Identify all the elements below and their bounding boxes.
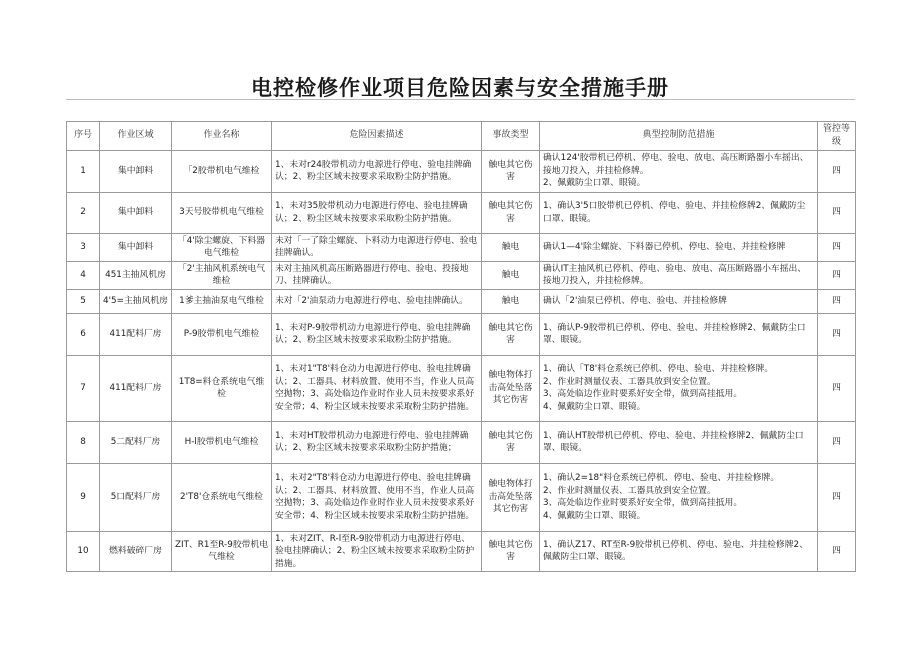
cell-measures: 确认1—4'除尘螺旋、下料器已停机、停电、验电、并挂检修牌 (540, 233, 818, 261)
table-row (67, 150, 856, 192)
cell-level: 四 (818, 463, 856, 531)
cell-seq: 6 (67, 313, 100, 355)
table-row (67, 313, 856, 355)
cell-level: 四 (818, 531, 856, 571)
cell-area: 4'5=主抽风机房 (100, 289, 172, 313)
cell-hazard: 1、未对ZIT、R-l至R-9胶带机动力电源进行停电、验电挂牌确认；2、粉尘区域未按要求采取粉尘防护措施。 (272, 531, 482, 571)
cell-hazard: 未对主抽风机高压断路器进行停电、验电、投接地刀、挂牌确认。 (272, 261, 482, 289)
cell-type: 触电其它伤害 (482, 150, 540, 192)
cell-hazard: 1、未对1"T8'料仓动力电源进行停电、验电挂牌确认；2、工器具、材料放置、使用不当，作业人员高空抛物；3、高处临边作业时作业人员未按要求系好安全带；4、粉尘区域未按要求采取粉尘防护措施。 (272, 355, 482, 421)
document-title: 电控检修作业项目危险因素与安全措施手册 (251, 76, 669, 100)
cell-measures: 1、确认3'5口胶带机已停机、停电、验电、并挂检修牌2、佩戴防尘口罩、眼镜。 (540, 192, 818, 233)
cell-level: 四 (818, 355, 856, 421)
cell-seq: 1 (67, 150, 100, 192)
table-row (67, 289, 856, 313)
table-row (67, 261, 856, 289)
cell-type: 触电其它伤害 (482, 531, 540, 571)
cell-area: 5口配料厂房 (100, 463, 172, 531)
cell-name: 1爹主抽油泵电气维检 (172, 289, 272, 313)
cell-measures: 1、确认P-9胶带机已停机、停电、验电、并挂检修牌2、佩戴防尘口罩、眼镜。 (540, 313, 818, 355)
cell-type: 触电 (482, 233, 540, 261)
cell-area: 411配料厂房 (100, 355, 172, 421)
cell-name: 3天号胶带机电气维检 (172, 192, 272, 233)
cell-name: 「4'除尘螺旋、下料器电气维检 (172, 233, 272, 261)
table-row (67, 531, 856, 571)
cell-level: 四 (818, 289, 856, 313)
cell-measures: 1、确认HT胶带机已停机、停电、验电、并挂检修牌2、佩戴防尘口罩、眼镜。 (540, 421, 818, 463)
cell-measures: 1、确认2=18"料仓系统已停机、停电、验电、并挂检修牌。 2、作业时测量仪表、工器具放到安全位置。 3、高处临边作业时要系好安全带，做到高挂抵用。 4、佩戴防尘口罩、眼镜。 (540, 463, 818, 531)
header-area: 作业区域 (100, 122, 172, 151)
cell-name: 「2胶带机电气维检 (172, 150, 272, 192)
cell-type: 触电其它伤害 (482, 192, 540, 233)
cell-name: ZIT、R1至R-9胶带机电气维检 (172, 531, 272, 571)
cell-seq: 7 (67, 355, 100, 421)
title-divider (66, 99, 855, 100)
cell-name: 2'T8'仓系统电气维检 (172, 463, 272, 531)
cell-seq: 4 (67, 261, 100, 289)
header-measures: 典型控制防范措施 (540, 122, 818, 151)
cell-seq: 2 (67, 192, 100, 233)
cell-area: 集中卸料 (100, 233, 172, 261)
cell-hazard: 1、未对35胶带机动力电源进行停电、验电挂牌确认；2、粉尘区域未按要求采取粉尘防护措施。 (272, 192, 482, 233)
table-header-row (67, 122, 856, 151)
header-level: 管控等级 (818, 122, 856, 151)
table-row (67, 421, 856, 463)
cell-measures: 确认124'胶带机已停机、停电、验电、放电、高压断路器小车摇出、接地刀投入，并挂检修牌。 2、佩戴防尘口罩、眼镜。 (540, 150, 818, 192)
cell-seq: 8 (67, 421, 100, 463)
cell-level: 四 (818, 233, 856, 261)
header-hazard: 危险因素描述 (272, 122, 482, 151)
table-row (67, 192, 856, 233)
cell-name: P-9胶带机电气维检 (172, 313, 272, 355)
cell-area: 5二配料厂房 (100, 421, 172, 463)
cell-type: 触电其它伤害 (482, 421, 540, 463)
cell-name: 1T8=料仓系统电气维检 (172, 355, 272, 421)
cell-level: 四 (818, 192, 856, 233)
header-type: 事故类型 (482, 122, 540, 151)
cell-area: 集中卸料 (100, 150, 172, 192)
cell-level: 四 (818, 150, 856, 192)
cell-seq: 3 (67, 233, 100, 261)
header-seq: 序号 (67, 122, 100, 151)
cell-hazard: 1、未对P-9胶带机动力电源进行停电、验电挂牌确认；2、粉尘区域未按要求采取粉尘防护措施。 (272, 313, 482, 355)
cell-hazard: 未对「2'油泵动力电源进行停电、验电挂牌确认。 (272, 289, 482, 313)
cell-area: 451主抽风机房 (100, 261, 172, 289)
cell-hazard: 1、未对2"T8'料仓动力电源进行停电、验电挂牌确认；2、工器具、材料放置、使用不当，作业人员高空抛物；3、高处临边作业时作业人员未按要求系好安全带；4、粉尘区域未按要求采取粉尘防护措施。 (272, 463, 482, 531)
table-row (67, 233, 856, 261)
cell-level: 四 (818, 261, 856, 289)
cell-area: 411配料厂房 (100, 313, 172, 355)
cell-measures: 1、确认「T8'料仓系统已停机、停电、验电、并挂检修牌。 2、作业时测量仪表、工器具放到安全位置。 3、高处临边作业时要系好安全带，做到高挂抵用。 4、佩戴防尘口罩、眼镜。 (540, 355, 818, 421)
cell-area: 集中卸料 (100, 192, 172, 233)
cell-measures: 1、确认Z17、RT至R-9胶带机已停机、停电、验电、并挂检修牌2、佩戴防尘口罩、眼镜。 (540, 531, 818, 571)
cell-seq: 9 (67, 463, 100, 531)
cell-name: H-l胶带机电气维检 (172, 421, 272, 463)
table-row (67, 355, 856, 421)
hazard-table (66, 121, 856, 572)
cell-measures: 确认IT主抽风机已停机、停电、验电、放电、高压断路器小车摇出、接地刀投入，并挂检修牌。 (540, 261, 818, 289)
cell-level: 四 (818, 313, 856, 355)
cell-type: 触电物体打击高处坠落其它伤害 (482, 463, 540, 531)
cell-seq: 5 (67, 289, 100, 313)
cell-type: 触电其它伤害 (482, 313, 540, 355)
cell-area: 燃料破碎厂房 (100, 531, 172, 571)
cell-type: 触电 (482, 289, 540, 313)
header-name: 作业名称 (172, 122, 272, 151)
cell-type: 触电物体打击高处坠落其它伤害 (482, 355, 540, 421)
cell-hazard: 未对「一了除尘螺旋、卜料动力电源进行停电、验电挂牌确认。 (272, 233, 482, 261)
cell-name: 「2'主抽风机系统电气维检 (172, 261, 272, 289)
cell-seq: 10 (67, 531, 100, 571)
table-row (67, 463, 856, 531)
cell-type: 触电 (482, 261, 540, 289)
cell-hazard: 1、未对HT胶带机动力电源进行停电、验电挂牌确认；2、粉尘区域未按要求采取粉尘防护措施； (272, 421, 482, 463)
cell-hazard: 1、未对r24胶带机动力电源进行停电、验电挂牌确认；2、粉尘区域未按要求采取粉尘防护措施。 (272, 150, 482, 192)
cell-measures: 确认「2'油泵已停机、停电、验电、并挂检修牌 (540, 289, 818, 313)
cell-level: 四 (818, 421, 856, 463)
